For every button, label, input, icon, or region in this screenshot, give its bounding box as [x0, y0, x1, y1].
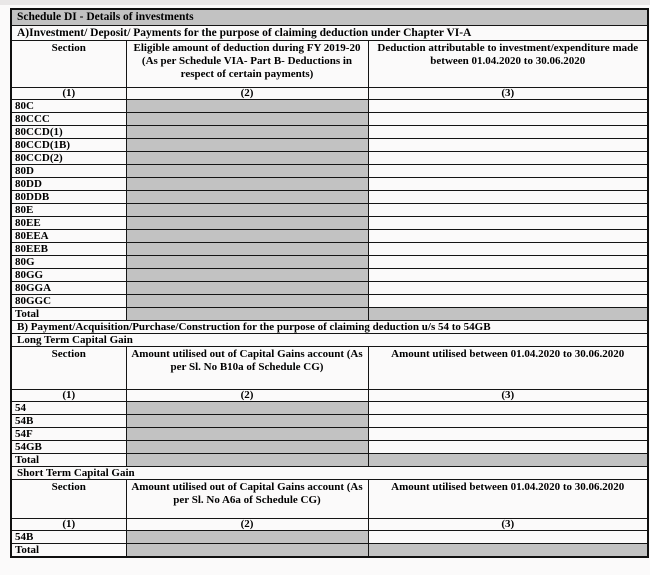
ltcg-total-and-stcg-headers: [11, 454, 648, 531]
stcg-heading-row: [11, 467, 648, 480]
stcg-heading: Short Term Capital Gain: [11, 467, 648, 480]
table-row: [11, 165, 648, 178]
section-code-cell: 80GGC: [11, 295, 126, 308]
total-amount-cell-col2: [126, 454, 368, 467]
amount-cell-col2: [126, 428, 368, 441]
section-code-cell: 80GG: [11, 269, 126, 282]
table-row: [11, 230, 648, 243]
amount-cell-col2: [126, 191, 368, 204]
amount-cell-col2: [126, 126, 368, 139]
column-header-amount-utilised-between: Amount utilised between 01.04.2020 to 30.06.2020: [368, 480, 648, 519]
index-2: (2): [126, 390, 368, 402]
table-row: [11, 217, 648, 230]
index-1: (1): [11, 519, 126, 531]
section-code-cell: 80CCC: [11, 113, 126, 126]
amount-cell-col3: [368, 230, 648, 243]
amount-cell-col3: [368, 152, 648, 165]
index-3: (3): [368, 390, 648, 402]
column-header-amount-utilised-between: Amount utilised between 01.04.2020 to 30.06.2020: [368, 347, 648, 390]
column-header-amount-utilised-cg: Amount utilised out of Capital Gains account (As per Sl. No B10a of Schedule CG): [126, 347, 368, 390]
index-2: (2): [126, 519, 368, 531]
amount-cell-col3: [368, 139, 648, 152]
schedule-di-sheet: [10, 8, 649, 558]
amount-cell-col2: [126, 256, 368, 269]
section-a-rows: [11, 100, 648, 308]
page-top-strip: [0, 0, 650, 5]
total-amount-cell-col3: [368, 454, 648, 467]
total-amount-cell-col3: [368, 308, 648, 321]
section-a-index-row: [11, 88, 648, 100]
section-a-total-and-b-headers: [11, 308, 648, 402]
section-code-cell: 80EEA: [11, 230, 126, 243]
table-row: [11, 295, 648, 308]
table-row: [11, 100, 648, 113]
total-amount-cell-col2: [126, 308, 368, 321]
table-row: [11, 282, 648, 295]
amount-cell-col2: [126, 139, 368, 152]
section-code-cell: 80E: [11, 204, 126, 217]
table-row: [11, 428, 648, 441]
ltcg-heading: Long Term Capital Gain: [11, 334, 648, 347]
column-header-section: Section: [11, 41, 126, 88]
stcg-total-group: [11, 544, 648, 558]
amount-cell-col3: [368, 295, 648, 308]
table-row: [11, 402, 648, 415]
ltcg-total-row: [11, 454, 648, 467]
amount-cell-col3: [368, 428, 648, 441]
table-row: [11, 204, 648, 217]
stcg-index-row: [11, 519, 648, 531]
stcg-column-header-row: [11, 480, 648, 519]
section-code-cell: 80GGA: [11, 282, 126, 295]
amount-cell-col2: [126, 230, 368, 243]
total-amount-cell-col2: [126, 544, 368, 558]
column-header-deduction-attributable: Deduction attributable to investment/expenditure made between 01.04.2020 to 30.06.2020: [368, 41, 648, 88]
section-code-cell: 80CCD(1): [11, 126, 126, 139]
amount-cell-col2: [126, 402, 368, 415]
section-code-cell: 80G: [11, 256, 126, 269]
amount-cell-col3: [368, 113, 648, 126]
table-row: [11, 256, 648, 269]
column-header-section: Section: [11, 480, 126, 519]
table-row: [11, 191, 648, 204]
table-row: [11, 126, 648, 139]
section-a-total-row: [11, 308, 648, 321]
index-1: (1): [11, 88, 126, 100]
amount-cell-col3: [368, 204, 648, 217]
amount-cell-col3: [368, 531, 648, 544]
schedule-title: Schedule DI - Details of investments: [11, 9, 648, 26]
ltcg-index-row: [11, 390, 648, 402]
section-code-cell: 54B: [11, 415, 126, 428]
section-a-heading-row: [11, 26, 648, 41]
section-code-cell: 54B: [11, 531, 126, 544]
section-code-cell: 80C: [11, 100, 126, 113]
amount-cell-col2: [126, 282, 368, 295]
amount-cell-col2: [126, 531, 368, 544]
amount-cell-col3: [368, 126, 648, 139]
ltcg-heading-row: [11, 334, 648, 347]
amount-cell-col3: [368, 269, 648, 282]
ltcg-column-header-row: [11, 347, 648, 390]
section-code-cell: 80CCD(2): [11, 152, 126, 165]
amount-cell-col2: [126, 204, 368, 217]
stcg-rows: [11, 531, 648, 544]
amount-cell-col2: [126, 441, 368, 454]
schedule-title-row: [11, 9, 648, 26]
amount-cell-col3: [368, 415, 648, 428]
table-row: [11, 415, 648, 428]
index-2: (2): [126, 88, 368, 100]
index-1: (1): [11, 390, 126, 402]
section-code-cell: 80EEB: [11, 243, 126, 256]
section-a-heading: A)Investment/ Deposit/ Payments for the purpose of claiming deduction under Chapter VI-A: [11, 26, 648, 41]
section-code-cell: 80DDB: [11, 191, 126, 204]
amount-cell-col3: [368, 441, 648, 454]
amount-cell-col3: [368, 165, 648, 178]
amount-cell-col3: [368, 191, 648, 204]
section-b-heading: B) Payment/Acquisition/Purchase/Construction for the purpose of claiming deduction u/s 54 to 54GB: [11, 321, 648, 334]
total-label: Total: [11, 308, 126, 321]
ltcg-rows: [11, 402, 648, 454]
amount-cell-col2: [126, 165, 368, 178]
column-header-amount-utilised-cg: Amount utilised out of Capital Gains account (As per Sl. No A6a of Schedule CG): [126, 480, 368, 519]
amount-cell-col3: [368, 178, 648, 191]
column-header-section: Section: [11, 347, 126, 390]
section-code-cell: 80D: [11, 165, 126, 178]
amount-cell-col3: [368, 100, 648, 113]
section-code-cell: 54F: [11, 428, 126, 441]
total-label: Total: [11, 454, 126, 467]
amount-cell-col3: [368, 256, 648, 269]
section-a-header-group: [11, 9, 648, 100]
amount-cell-col3: [368, 282, 648, 295]
amount-cell-col2: [126, 100, 368, 113]
amount-cell-col2: [126, 269, 368, 282]
table-row: [11, 531, 648, 544]
section-a-column-header-row: [11, 41, 648, 88]
amount-cell-col2: [126, 415, 368, 428]
total-amount-cell-col3: [368, 544, 648, 558]
total-label: Total: [11, 544, 126, 558]
table-row: [11, 113, 648, 126]
amount-cell-col3: [368, 243, 648, 256]
schedule-di-table: [10, 8, 649, 558]
table-row: [11, 152, 648, 165]
table-row: [11, 269, 648, 282]
amount-cell-col3: [368, 402, 648, 415]
section-code-cell: 80EE: [11, 217, 126, 230]
amount-cell-col2: [126, 178, 368, 191]
section-b-heading-row: [11, 321, 648, 334]
section-code-cell: 54GB: [11, 441, 126, 454]
amount-cell-col2: [126, 295, 368, 308]
table-row: [11, 243, 648, 256]
stcg-total-row: [11, 544, 648, 558]
section-code-cell: 54: [11, 402, 126, 415]
index-3: (3): [368, 88, 648, 100]
table-row: [11, 441, 648, 454]
index-3: (3): [368, 519, 648, 531]
column-header-eligible-amount: Eligible amount of deduction during FY 2019-20 (As per Schedule VIA- Part B- Deductions in respect of certain payments): [126, 41, 368, 88]
amount-cell-col3: [368, 217, 648, 230]
amount-cell-col2: [126, 217, 368, 230]
amount-cell-col2: [126, 113, 368, 126]
amount-cell-col2: [126, 152, 368, 165]
table-row: [11, 178, 648, 191]
table-row: [11, 139, 648, 152]
section-code-cell: 80CCD(1B): [11, 139, 126, 152]
section-code-cell: 80DD: [11, 178, 126, 191]
amount-cell-col2: [126, 243, 368, 256]
